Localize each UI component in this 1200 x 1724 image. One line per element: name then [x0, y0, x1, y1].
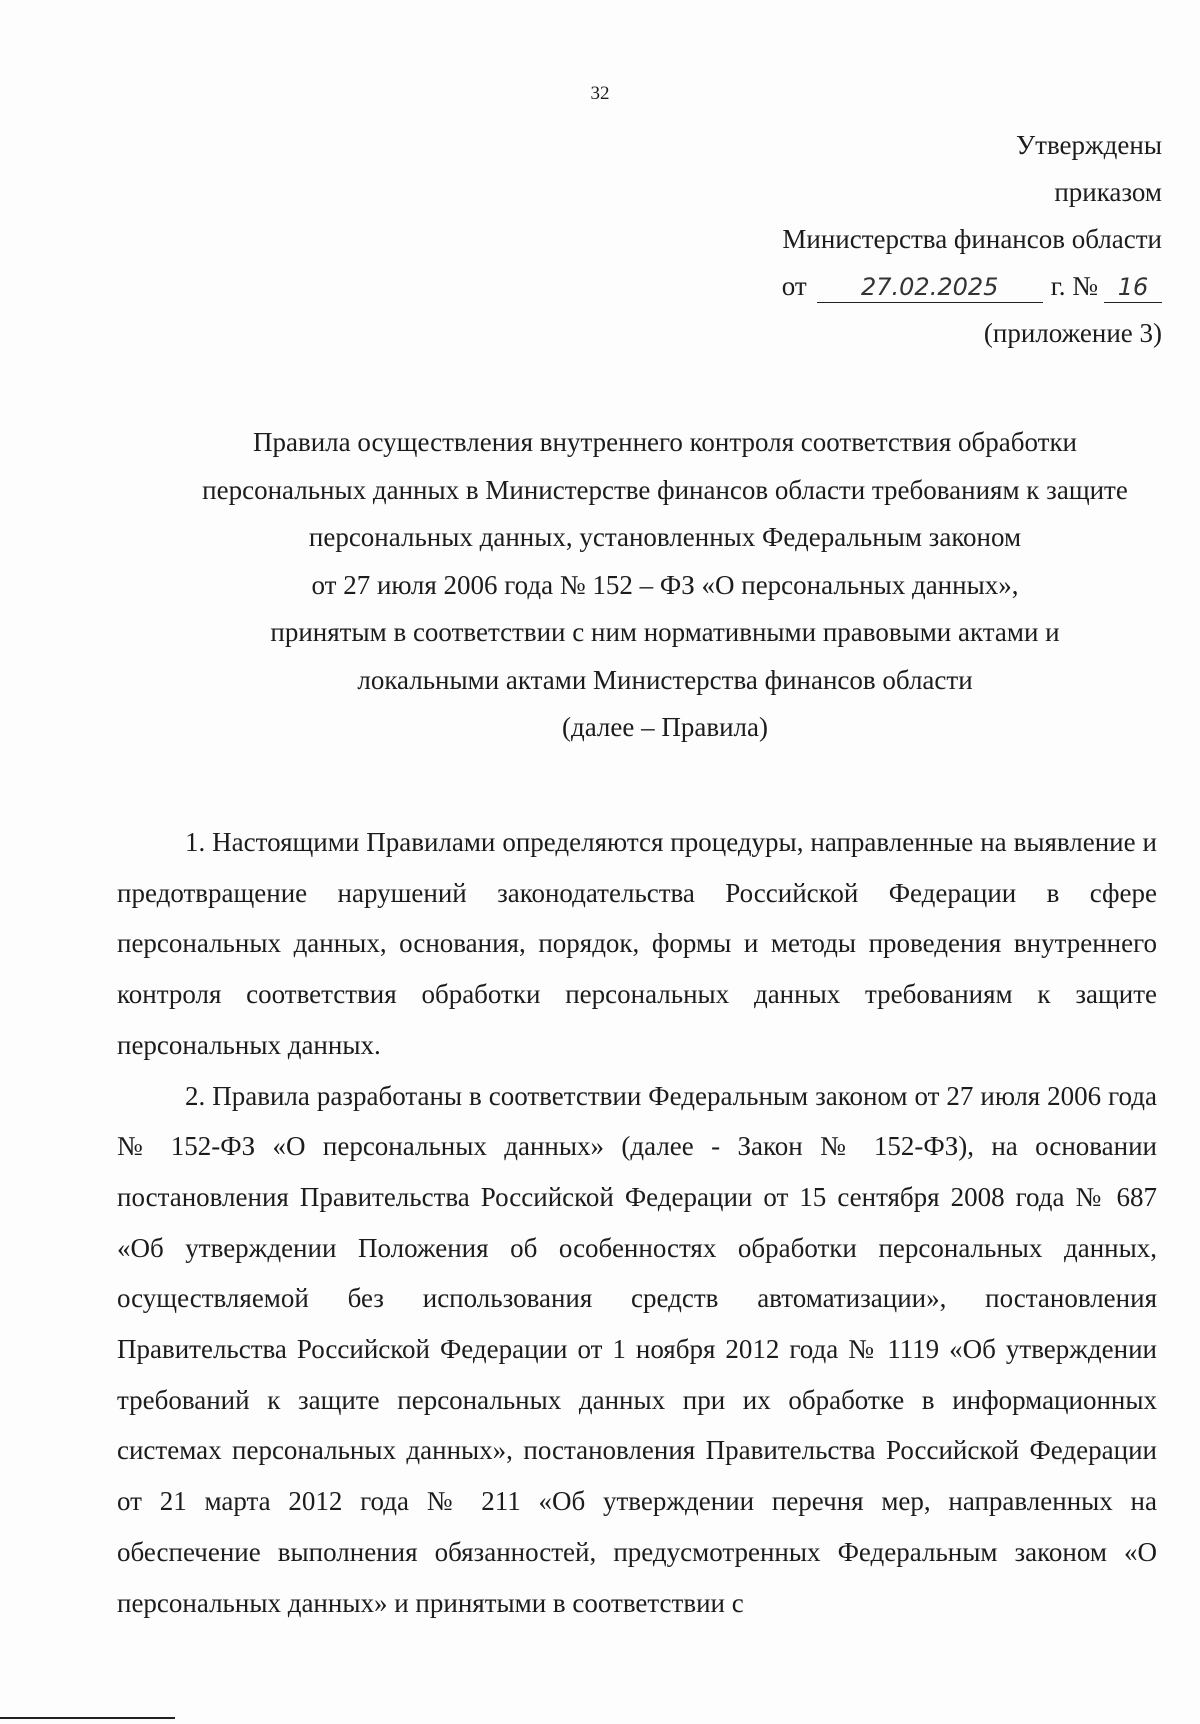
title-line: персональных данных в Министерстве финансов области требованиям к защите [202, 474, 1128, 505]
handwritten-number: 16 [1104, 272, 1162, 303]
footnote-divider [0, 1717, 175, 1719]
handwritten-date: 27.02.2025 [817, 272, 1043, 303]
title-line: Правила осуществления внутреннего контроля соответствия обработки [252, 427, 1078, 457]
approval-ministry-label: Министерства финансов области [782, 224, 1162, 254]
approval-number-label: г. № [1050, 271, 1098, 301]
approval-approved-label: Утверждены [1016, 130, 1162, 160]
document-body [117, 817, 1157, 1628]
approval-appendix-label: (приложение 3) [983, 318, 1162, 348]
title-line: от 27 июля 2006 года № 152 – ФЗ «О персональных данных», [311, 569, 1019, 600]
title-line: персональных данных, установленных Федеральным законом [308, 522, 1022, 552]
title-line: принятым в соответствии с ним нормативными правовыми актами и [270, 617, 1060, 647]
document-title [130, 419, 1200, 752]
page-number: 32 [590, 83, 610, 104]
approval-block [782, 122, 1162, 357]
approval-date-line [782, 263, 1162, 310]
approval-from-label: от [781, 271, 807, 301]
title-line: (далее – Правила) [561, 712, 769, 742]
approval-order-label: приказом [1054, 177, 1162, 207]
title-line: локальными актами Министерства финансов области [357, 664, 973, 695]
paragraph-2: 2. Правила разработаны в соответствии Федеральным законом от 27 июля 2006 года № 152-ФЗ «О персональных данных» (далее - Закон № 152-ФЗ), на основании постановления Правительства Российской Федерации от 15 сентября 2008 года № 687 «Об утверждении Положения об особенностях обработки персональных данных, осуществляемой без использования средств автоматизации», постановления Правительства Российской Федерации от 1 ноября 2012 года № 1119 «Об утверждении требований к защите персональных данных при их обработке в информационных системах персональных данных», постановления Правительства Российской Федерации от 21 марта 2012 года № 211 «Об утверждении перечня мер, направленных на обеспечение выполнения обязанностей, предусмотренных Федеральным законом «О персональных данных» и принятыми в соответствии с [117, 1080, 1157, 1618]
paragraph-1: 1. Настоящими Правилами определяются процедуры, направленные на выявление и предотвращение нарушений законодательства Российской Федерации в сфере персональных данных, основания, порядок, формы и методы проведения внутреннего контроля соответствия обработки персональных данных требованиям к защите персональных данных. [117, 827, 1157, 1060]
